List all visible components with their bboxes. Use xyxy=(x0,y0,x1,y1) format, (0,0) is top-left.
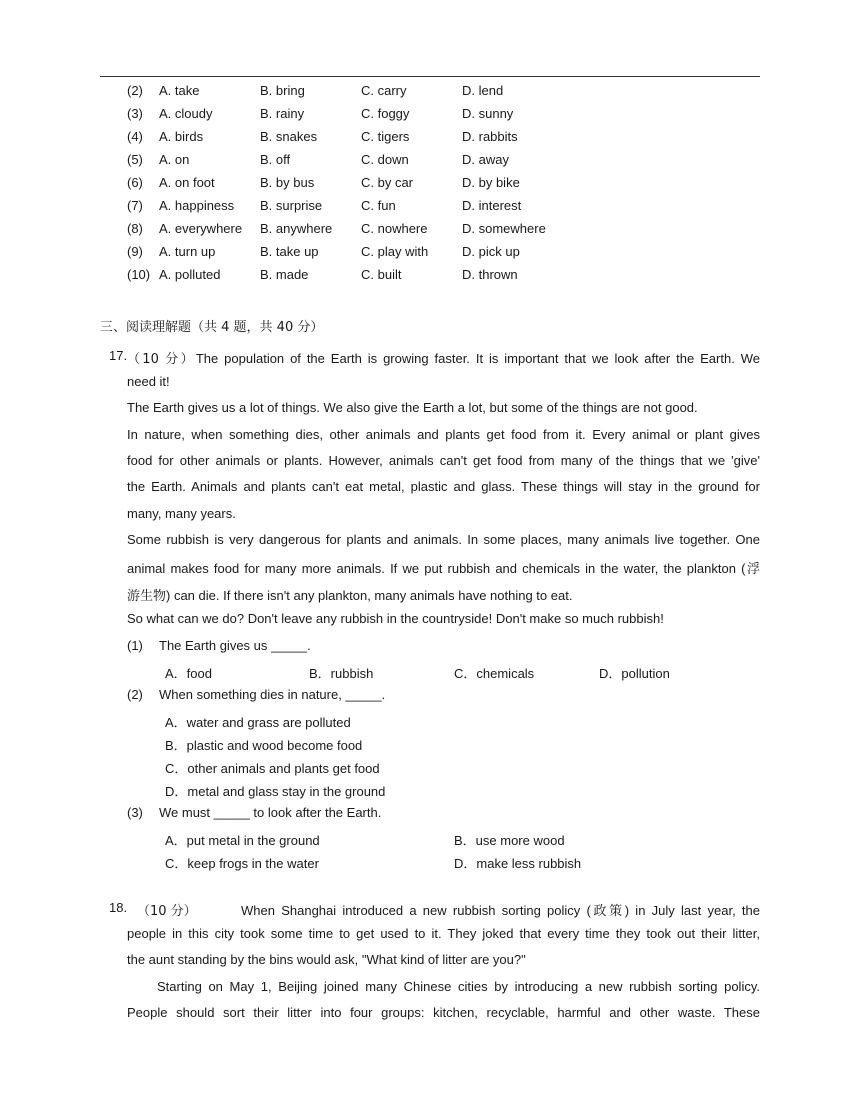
choice-b: B．plastic and wood become food xyxy=(165,738,363,753)
option-number: (3) xyxy=(127,106,143,121)
option-c: C. built xyxy=(361,267,402,282)
choice-a: A．water and grass are polluted xyxy=(165,715,351,730)
subquestion-number: (2) xyxy=(127,687,143,702)
question-number: 18. xyxy=(109,900,128,915)
option-a: A. on xyxy=(159,152,190,167)
option-b: B. off xyxy=(260,152,291,167)
option-d: D. thrown xyxy=(462,267,518,282)
passage-line: food for other animals or plants. However, animals can't get food from many of the things that we 'give' xyxy=(127,453,760,468)
subquestion-number: (1) xyxy=(127,638,143,653)
passage-line: the Earth. Animals and plants can't eat metal, plastic and glass. These things will stay in the ground for xyxy=(127,479,760,494)
passage-line: many, many years. xyxy=(127,506,236,521)
choice-a: A．put metal in the ground xyxy=(165,833,320,848)
subquestion-stem: The Earth gives us _____. xyxy=(159,638,311,653)
option-b: B. surprise xyxy=(260,198,323,213)
option-c: C. nowhere xyxy=(361,221,428,236)
choice-b: B．use more wood xyxy=(454,833,565,848)
option-d: D. pick up xyxy=(462,244,520,259)
option-d: D. away xyxy=(462,152,509,167)
option-d: D. rabbits xyxy=(462,129,518,144)
option-c: C. fun xyxy=(361,198,396,213)
passage-line: So what can we do? Don't leave any rubbish in the countryside! Don't make so much rubbish! xyxy=(127,611,664,626)
option-a: A. happiness xyxy=(159,198,235,213)
option-number: (9) xyxy=(127,244,143,259)
option-number: (6) xyxy=(127,175,143,190)
option-number: (10) xyxy=(127,267,151,282)
section-title: 三、阅读理解题（共 4 题，共 40 分） xyxy=(100,320,324,335)
choice-b: B．rubbish xyxy=(309,666,374,681)
question-number: 17. xyxy=(109,348,128,363)
option-number: (2) xyxy=(127,83,143,98)
subquestion-stem: We must _____ to look after the Earth. xyxy=(159,805,382,820)
option-d: D. sunny xyxy=(462,106,514,121)
passage-line: People should sort their litter into four groups: kitchen, recyclable, harmful and other waste. These xyxy=(127,1005,760,1020)
choice-a: A．food xyxy=(165,666,212,681)
option-b: B. rainy xyxy=(260,106,305,121)
option-number: (8) xyxy=(127,221,143,236)
passage-line: When Shanghai introduced a new rubbish sorting policy (政策) in July last year, the xyxy=(241,903,760,918)
option-d: D. by bike xyxy=(462,175,520,190)
choice-d: D．pollution xyxy=(599,666,670,681)
passage-line: In nature, when something dies, other animals and plants get food from it. Every animal or plant gives xyxy=(127,427,760,442)
question-score: （10 分） xyxy=(137,904,197,919)
passage-line: the aunt standing by the bins would ask, "What kind of litter are you?" xyxy=(127,952,526,967)
option-a: A. everywhere xyxy=(159,221,243,236)
option-a: A. birds xyxy=(159,129,204,144)
choice-c: C．other animals and plants get food xyxy=(165,761,380,776)
option-number: (4) xyxy=(127,129,143,144)
option-number: (7) xyxy=(127,198,143,213)
option-c: C. down xyxy=(361,152,409,167)
choice-c: C．chemicals xyxy=(454,666,535,681)
subquestion-number: (3) xyxy=(127,805,143,820)
passage-line: The population of the Earth is growing faster. It is important that we look after the Earth. We xyxy=(195,351,760,366)
option-d: D. lend xyxy=(462,83,504,98)
question-17-first-line xyxy=(127,348,760,367)
option-c: C. by car xyxy=(361,175,414,190)
choice-d: D．metal and glass stay in the ground xyxy=(165,784,386,799)
option-b: B. bring xyxy=(260,83,305,98)
option-a: A. cloudy xyxy=(159,106,213,121)
passage-line: people in this city took some time to get used to it. They joked that every time they took out their litter, xyxy=(127,926,760,941)
option-c: C. foggy xyxy=(361,106,410,121)
option-c: C. tigers xyxy=(361,129,410,144)
choice-c: C．keep frogs in the water xyxy=(165,856,319,871)
subquestion-stem: When something dies in nature, _____. xyxy=(159,687,386,702)
choice-d: D．make less rubbish xyxy=(454,856,582,871)
top-rule xyxy=(100,76,760,77)
question-score: （10 分） xyxy=(127,352,196,367)
option-c: C. play with xyxy=(361,244,429,259)
option-number: (5) xyxy=(127,152,143,167)
option-b: B. made xyxy=(260,267,309,282)
option-b: B. anywhere xyxy=(260,221,333,236)
passage-line: The Earth gives us a lot of things. We also give the Earth a lot, but some of the things are not good. xyxy=(127,400,698,415)
option-d: D. somewhere xyxy=(462,221,546,236)
option-c: C. carry xyxy=(361,83,407,98)
passage-line: need it! xyxy=(127,374,170,389)
option-a: A. turn up xyxy=(159,244,216,259)
option-a: A. on foot xyxy=(159,175,215,190)
passage-line: Starting on May 1, Beijing joined many Chinese cities by introducing a new rubbish sorting policy. xyxy=(157,979,760,994)
passage-line: animal makes food for many more animals. If we put rubbish and chemicals in the water, the plankton (浮 xyxy=(127,561,760,576)
option-a: A. polluted xyxy=(159,267,221,282)
option-a: A. take xyxy=(159,83,200,98)
option-d: D. interest xyxy=(462,198,522,213)
option-b: B. snakes xyxy=(260,129,318,144)
passage-line: 游生物) can die. If there isn't any plankton, many animals have nothing to eat. xyxy=(127,588,573,603)
option-b: B. take up xyxy=(260,244,319,259)
passage-line: Some rubbish is very dangerous for plants and animals. In some places, many animals live together. One xyxy=(127,532,760,547)
option-b: B. by bus xyxy=(260,175,315,190)
